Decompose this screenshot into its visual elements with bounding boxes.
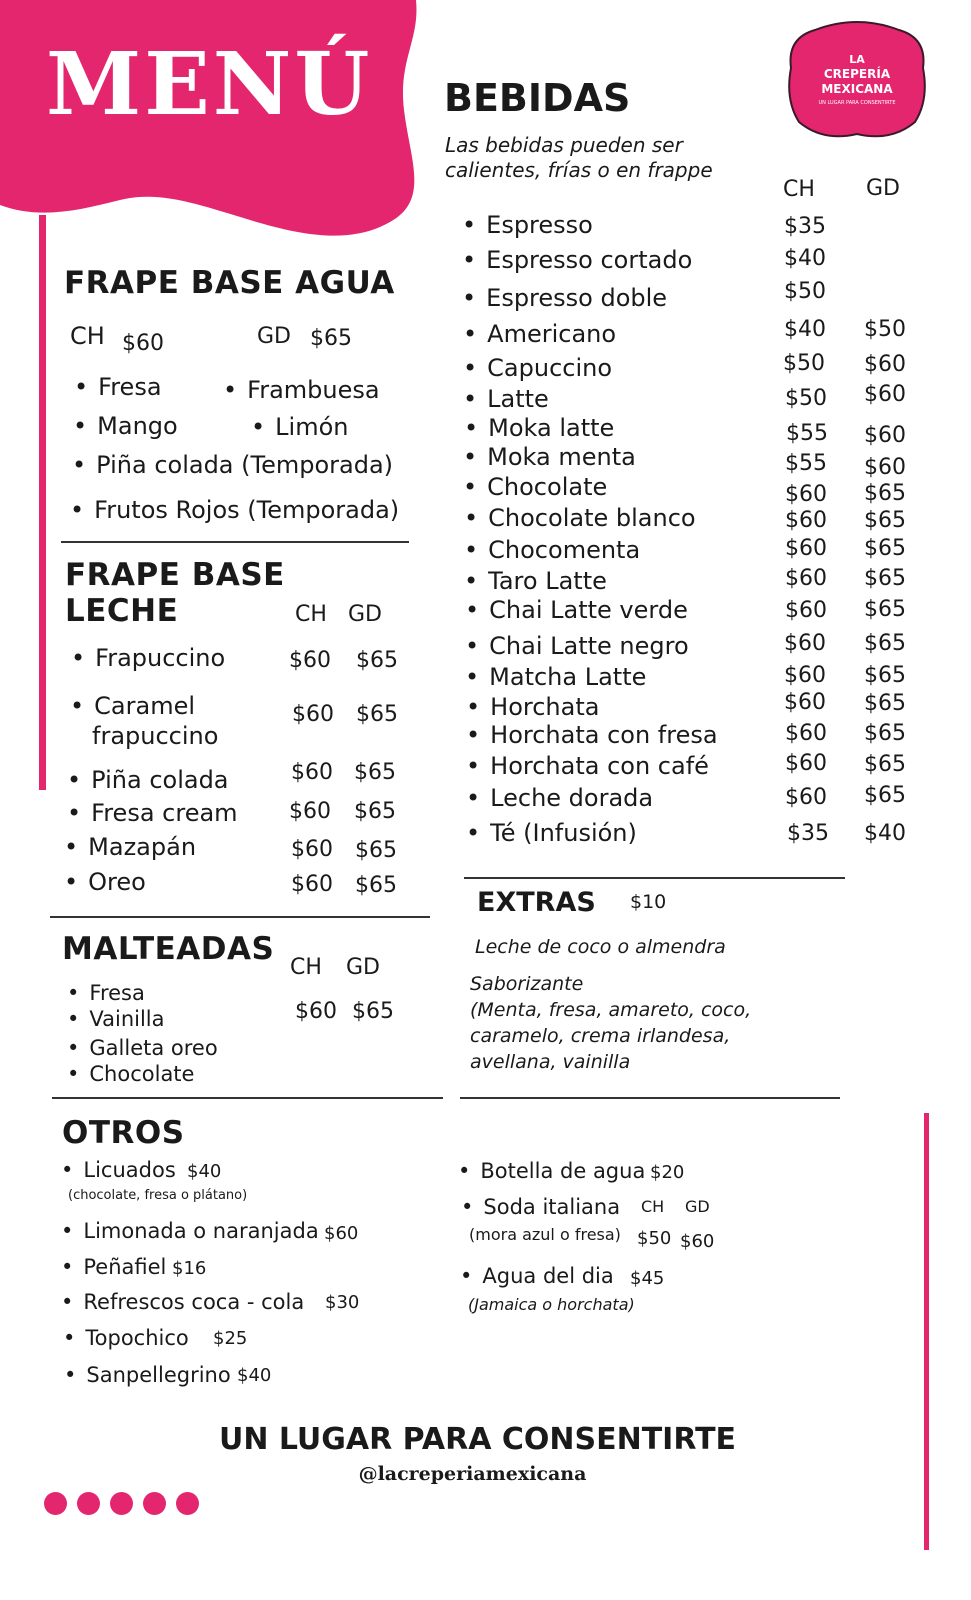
- divider: [61, 541, 409, 543]
- otros-price: $45: [630, 1268, 665, 1289]
- otros-note: (chocolate, fresa o plátano): [68, 1188, 248, 1203]
- frape-leche-item: • Fresa cream: [67, 801, 238, 825]
- frape-leche-gd-price: $65: [356, 702, 398, 727]
- frape-leche-ch-price: $60: [289, 799, 331, 824]
- logo-line1: LA: [849, 53, 865, 66]
- bebidas-ch-price: $60: [785, 536, 827, 561]
- divider: [464, 877, 845, 879]
- menu-title: MENÚ: [46, 34, 373, 135]
- extras-saborizante-line: avellana, vainilla: [470, 1051, 631, 1073]
- bebidas-gd-price: $50: [864, 317, 906, 342]
- bebidas-item: • Latte: [463, 387, 549, 411]
- bebidas-item: • Espresso: [462, 213, 593, 237]
- frape-leche-item: • Caramel: [70, 694, 195, 718]
- bebidas-ch-price: $35: [787, 821, 829, 846]
- bebidas-item: • Chocolate blanco: [464, 506, 696, 530]
- frape-leche-item-line2: frapuccino: [92, 722, 219, 750]
- bebidas-ch-label: CH: [783, 177, 815, 202]
- otros-price: $40: [237, 1365, 272, 1386]
- frape-leche-ch-price: $60: [291, 837, 333, 862]
- decorative-dot: [44, 1492, 67, 1515]
- frape-agua-title: FRAPE BASE AGUA: [64, 265, 395, 301]
- bebidas-ch-price: $60: [785, 566, 827, 591]
- divider: [52, 1097, 443, 1099]
- bebidas-item: • Horchata con café: [466, 754, 709, 778]
- social-handle: @lacreperiamexicana: [358, 1463, 587, 1485]
- extras-price: $10: [630, 891, 667, 913]
- bebidas-item: • Chocomenta: [464, 538, 640, 562]
- decorative-dot: [176, 1492, 199, 1515]
- bebidas-ch-price: $60: [785, 508, 827, 533]
- otros-price: $60: [324, 1223, 359, 1244]
- bebidas-item: • Moka menta: [463, 445, 636, 469]
- malteadas-item: • Galleta oreo: [67, 1038, 218, 1059]
- bebidas-ch-price: $55: [786, 421, 828, 446]
- malteadas-gd-price: $65: [352, 999, 394, 1024]
- bebidas-title: BEBIDAS: [444, 76, 631, 120]
- logo-tagline: UN LUGAR PARA CONSENTIRTE: [818, 100, 896, 106]
- otros-item: • Refrescos coca - cola: [61, 1292, 304, 1313]
- bebidas-gd-price: $40: [864, 821, 906, 846]
- bebidas-gd-price: $65: [864, 508, 906, 533]
- otros-price: $16: [172, 1258, 207, 1279]
- otros-price: $30: [325, 1292, 360, 1313]
- right-accent-bar: [924, 1113, 929, 1550]
- frape-leche-ch-price: $60: [289, 648, 331, 673]
- bebidas-item: • Horchata: [466, 695, 599, 719]
- divider: [50, 916, 430, 918]
- malteadas-gd-label: GD: [346, 955, 380, 980]
- bebidas-gd-price: $65: [864, 597, 906, 622]
- frape-leche-item: • Mazapán: [64, 835, 196, 859]
- frape-agua-item: • Frambuesa: [223, 378, 380, 402]
- bebidas-ch-price: $60: [785, 598, 827, 623]
- bebidas-gd-label: GD: [866, 176, 900, 201]
- bebidas-ch-price: $35: [784, 214, 826, 239]
- frape-leche-title: FRAPE BASE: [65, 557, 285, 593]
- bebidas-gd-price: $60: [864, 382, 906, 407]
- otros-item: • Limonada o naranjada: [61, 1221, 319, 1242]
- bebidas-gd-price: $60: [864, 455, 906, 480]
- bebidas-gd-price: $65: [864, 663, 906, 688]
- frape-leche-gd-price: $65: [354, 799, 396, 824]
- extras-saborizante-line: caramelo, crema irlandesa,: [470, 1025, 731, 1047]
- bebidas-gd-price: $65: [864, 631, 906, 656]
- frape-leche-gd-price: $65: [355, 873, 397, 898]
- otros-item: • Botella de agua: [458, 1161, 645, 1182]
- bebidas-ch-price: $60: [785, 721, 827, 746]
- otros-item: • Agua del dia: [460, 1266, 614, 1287]
- bebidas-item: • Horchata con fresa: [466, 723, 718, 747]
- bebidas-subtitle: Las bebidas pueden ser: [445, 133, 683, 157]
- frape-leche-gd-price: $65: [356, 648, 398, 673]
- otros-price: $25: [213, 1328, 248, 1349]
- frape-leche-item: • Oreo: [64, 870, 146, 894]
- bebidas-ch-price: $50: [783, 351, 825, 376]
- bebidas-item: • Espresso doble: [462, 286, 667, 310]
- extras-title: EXTRAS: [477, 887, 596, 918]
- bebidas-item: • Chai Latte verde: [465, 598, 688, 622]
- otros-item: • Licuados: [61, 1160, 176, 1181]
- bebidas-gd-price: $60: [864, 352, 906, 377]
- bebidas-item: • Espresso cortado: [462, 248, 692, 272]
- bebidas-item: • Chocolate: [463, 475, 607, 499]
- decorative-dot: [77, 1492, 100, 1515]
- malteadas-item: • Fresa: [67, 983, 145, 1004]
- bebidas-item: • Moka latte: [464, 416, 614, 440]
- frape-leche-item: • Frapuccino: [71, 646, 225, 670]
- otros-note: (mora azul o fresa): [469, 1225, 621, 1244]
- bebidas-item: • Chai Latte negro: [465, 634, 689, 658]
- malteadas-item: • Vainilla: [67, 1009, 165, 1030]
- frape-leche-gd-label: GD: [348, 602, 382, 627]
- bebidas-gd-price: $65: [864, 721, 906, 746]
- bebidas-subtitle-2: calientes, frías o en frappe: [445, 158, 713, 182]
- frape-leche-gd-price: $65: [354, 760, 396, 785]
- otros-note: (Jamaica o horchata): [468, 1295, 635, 1314]
- frape-leche-ch-price: $60: [291, 760, 333, 785]
- frape-agua-gd-price: $65: [310, 326, 352, 351]
- frape-leche-ch-label: CH: [295, 602, 327, 627]
- malteadas-ch-price: $60: [295, 999, 337, 1024]
- soda-ch-label: CH: [641, 1197, 665, 1216]
- soda-ch-price: $50: [637, 1228, 672, 1249]
- divider: [460, 1097, 840, 1099]
- bebidas-ch-price: $60: [784, 663, 826, 688]
- bebidas-gd-price: $65: [864, 481, 906, 506]
- bebidas-ch-price: $55: [785, 451, 827, 476]
- frape-agua-gd-label: GD: [257, 324, 291, 349]
- bebidas-ch-price: $50: [785, 386, 827, 411]
- bebidas-item: • Capuccino: [463, 356, 612, 380]
- bebidas-ch-price: $60: [784, 690, 826, 715]
- bebidas-ch-price: $40: [784, 317, 826, 342]
- bebidas-ch-price: $40: [784, 246, 826, 271]
- frape-leche-title-2: LECHE: [65, 593, 179, 629]
- decorative-dot: [110, 1492, 133, 1515]
- left-accent-bar: [39, 215, 46, 790]
- frape-agua-ch-label: CH: [70, 322, 105, 350]
- decorative-dot: [143, 1492, 166, 1515]
- bebidas-ch-price: $50: [784, 279, 826, 304]
- bebidas-ch-price: $60: [785, 751, 827, 776]
- bebidas-ch-price: $60: [784, 631, 826, 656]
- otros-item: • Peñafiel: [61, 1257, 166, 1278]
- otros-item: • Topochico: [63, 1328, 189, 1349]
- extras-saborizante-line: (Menta, fresa, amareto, coco,: [470, 999, 752, 1021]
- malteadas-title: MALTEADAS: [62, 931, 275, 967]
- frape-leche-gd-price: $65: [355, 838, 397, 863]
- frape-agua-ch-price: $60: [122, 331, 164, 356]
- frape-leche-ch-price: $60: [291, 872, 333, 897]
- bebidas-item: • Taro Latte: [464, 569, 607, 593]
- bebidas-gd-price: $65: [864, 691, 906, 716]
- bebidas-ch-price: $60: [785, 482, 827, 507]
- bebidas-item: • Americano: [463, 322, 616, 346]
- logo-line2: CREPERÍA: [823, 67, 891, 81]
- bebidas-ch-price: $60: [785, 785, 827, 810]
- soda-gd-price: $60: [680, 1231, 715, 1252]
- bebidas-item: • Té (Infusión): [466, 821, 637, 845]
- extras-saborizante-title: Saborizante: [470, 973, 584, 995]
- logo: [787, 20, 927, 138]
- footer-slogan: UN LUGAR PARA CONSENTIRTE: [218, 1422, 737, 1457]
- frape-agua-item: • Mango: [73, 414, 178, 438]
- bebidas-gd-price: $65: [864, 536, 906, 561]
- frape-leche-ch-price: $60: [292, 702, 334, 727]
- otros-price: $20: [650, 1162, 685, 1183]
- extras-leche: Leche de coco o almendra: [475, 936, 726, 958]
- otros-title: OTROS: [62, 1115, 185, 1151]
- frape-agua-item: • Frutos Rojos (Temporada): [70, 498, 399, 522]
- frape-leche-item: • Piña colada: [67, 768, 229, 792]
- bebidas-item: • Leche dorada: [466, 786, 653, 810]
- logo-line3: MEXICANA: [821, 82, 893, 96]
- bebidas-gd-price: $65: [864, 566, 906, 591]
- malteadas-item: • Chocolate: [67, 1064, 194, 1085]
- bebidas-gd-price: $65: [864, 752, 906, 777]
- otros-price: $40: [187, 1161, 222, 1182]
- otros-item: • Soda italiana: [461, 1197, 620, 1218]
- frape-agua-item: • Fresa: [74, 375, 162, 399]
- bebidas-item: • Matcha Latte: [465, 665, 646, 689]
- bebidas-gd-price: $65: [864, 783, 906, 808]
- bebidas-gd-price: $60: [864, 423, 906, 448]
- malteadas-ch-label: CH: [290, 955, 322, 980]
- soda-gd-label: GD: [685, 1197, 710, 1216]
- frape-agua-item: • Piña colada (Temporada): [72, 453, 393, 477]
- frape-agua-item: • Limón: [251, 415, 348, 439]
- otros-item: • Sanpellegrino: [64, 1365, 231, 1386]
